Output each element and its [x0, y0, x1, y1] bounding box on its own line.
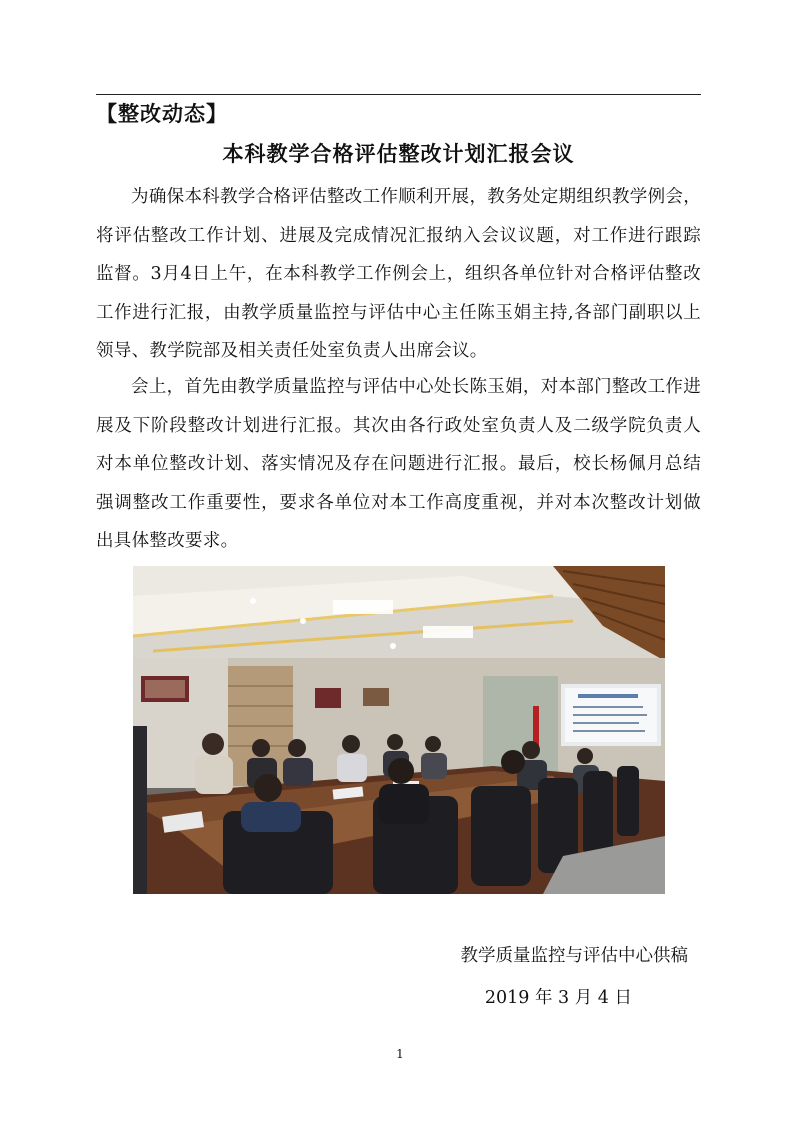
- section-tag: 【整改动态】: [96, 102, 228, 126]
- paragraph-2: 会上，首先由教学质量监控与评估中心处长陈玉娟，对本部门整改工作进展及下阶段整改计划进行汇报。其次由各行政处室负责人及二级学院负责人对本单位整改计划、落实情况及存在问题进行汇报。最后，校长杨佩月总结强调整改工作重要性，要求各单位对本工作高度重视，并对本次整改计划做出具体整改要求。: [96, 377, 701, 551]
- source-credit: 教学质量监控与评估中心供稿: [460, 946, 688, 966]
- header-rule: [96, 94, 701, 95]
- meeting-photo: [133, 566, 665, 894]
- publish-date: 2019 年 3 月 4 日: [484, 988, 632, 1008]
- page-number: 1: [396, 1047, 404, 1061]
- document-title: 本科教学合格评估整改计划汇报会议: [222, 142, 575, 166]
- paragraph-1: 为确保本科教学合格评估整改工作顺利开展，教务处定期组织教学例会，将评估整改工作计划、进展及完成情况汇报纳入会议议题，对工作进行跟踪监督。3月4日上午，在本科教学工作例会上，组织各单位针对合格评估整改工作进行汇报，由教学质量监控与评估中心主任陈玉娟主持,各部门副职以上领导、教学院部及相关责任处室负责人出席会议。: [96, 187, 701, 361]
